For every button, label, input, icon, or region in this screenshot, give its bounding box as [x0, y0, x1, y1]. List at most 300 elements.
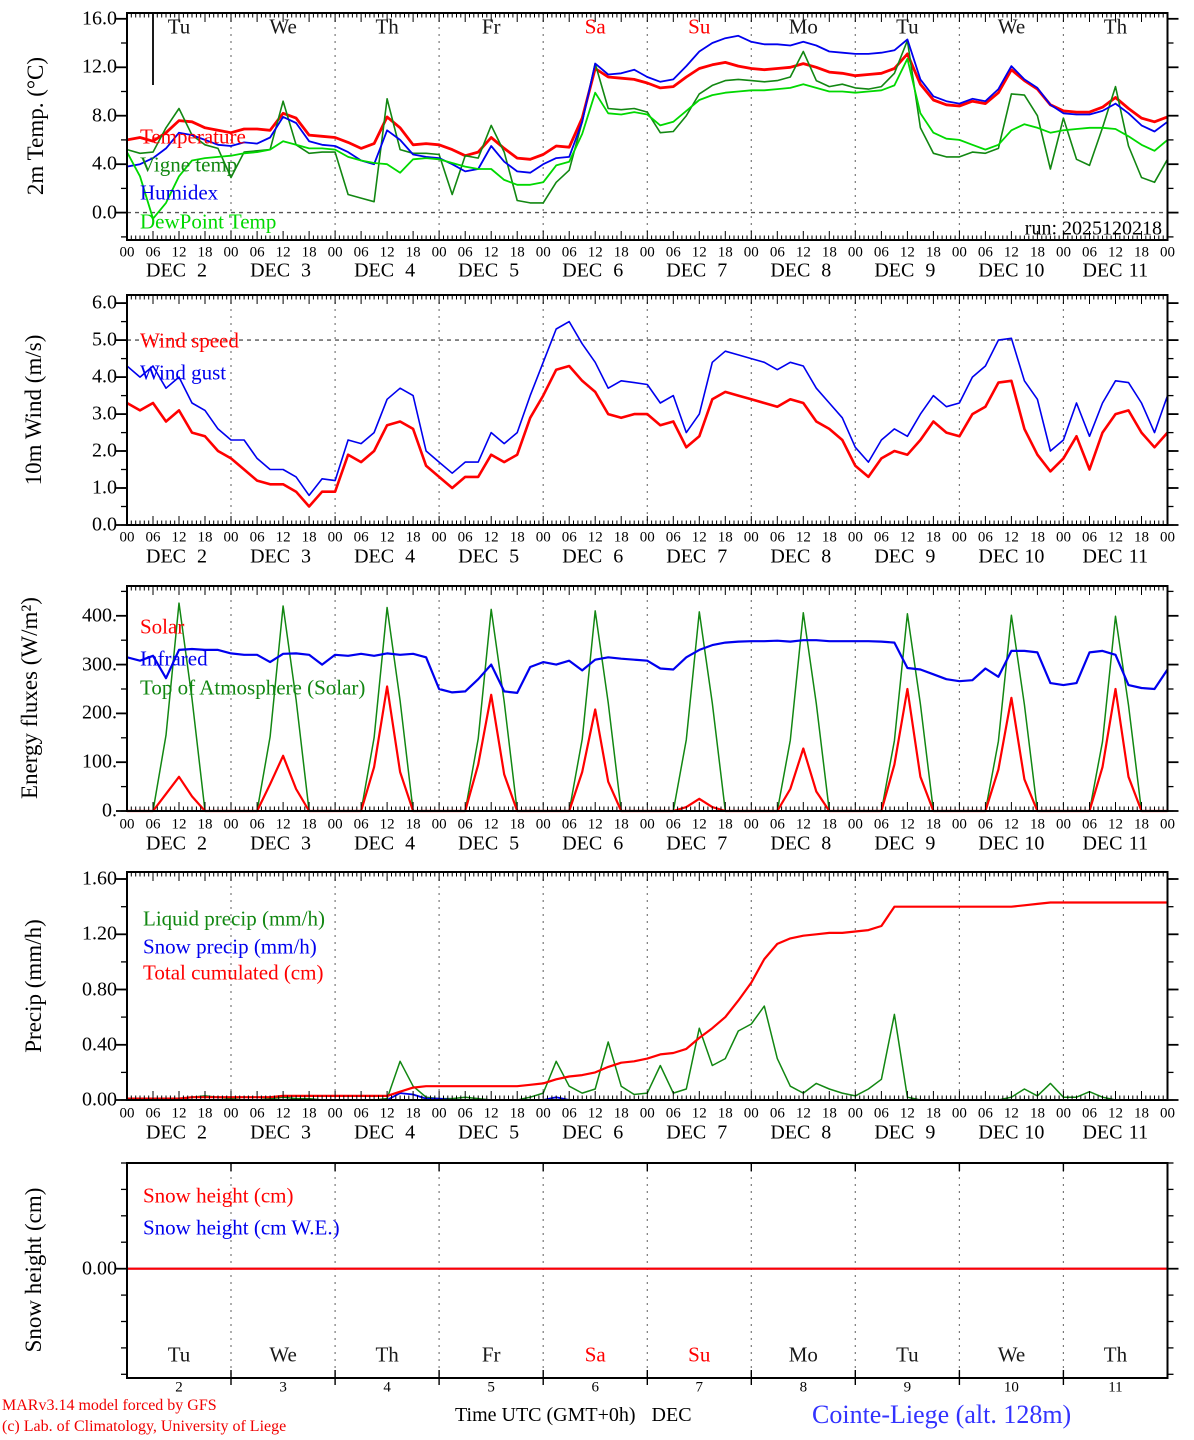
- x-date-month-label: DEC: [1082, 545, 1123, 568]
- y-axis-title-wind: 10m Wind (m/s): [21, 334, 46, 486]
- x-hour-tick-label: 06: [1081, 244, 1097, 261]
- day-name-label: Fr: [481, 1342, 501, 1367]
- x-day-number-label: 9: [903, 1379, 912, 1396]
- x-date-day-label: 6: [613, 259, 624, 282]
- x-hour-tick-label: 00: [951, 529, 967, 546]
- x-hour-tick-label: 18: [925, 816, 941, 833]
- x-hour-tick-label: 00: [743, 816, 759, 833]
- model-credit-label: MARv3.14 model forced by GFS: [2, 1397, 217, 1414]
- x-date-day-label: 7: [717, 545, 728, 568]
- x-date-day-label: 5: [509, 259, 520, 282]
- month-label: DEC: [651, 1404, 692, 1426]
- x-date-month-label: DEC: [978, 259, 1019, 282]
- x-date-month-label: DEC: [458, 259, 499, 282]
- x-hour-tick-label: 12: [1107, 816, 1123, 833]
- legend-temperature-3: DewPoint Temp: [140, 209, 277, 234]
- x-hour-tick-label: 18: [925, 529, 941, 546]
- x-hour-tick-label: 18: [509, 1105, 525, 1122]
- x-date-day-label: 7: [717, 1121, 728, 1144]
- x-hour-tick-label: 00: [431, 244, 447, 261]
- day-name-label: Mo: [788, 1342, 818, 1367]
- x-date-day-label: 7: [717, 259, 728, 282]
- lab-credit-label: (c) Lab. of Climatology, University of Liege: [2, 1418, 287, 1435]
- x-date-day-label: 5: [509, 545, 520, 568]
- x-hour-tick-label: 00: [639, 244, 655, 261]
- x-date-month-label: DEC: [354, 259, 395, 282]
- day-name-label: Mo: [788, 14, 818, 39]
- x-date-day-label: 4: [405, 545, 416, 568]
- x-hour-tick-label: 12: [1107, 1105, 1123, 1122]
- x-date-month-label: DEC: [250, 545, 291, 568]
- x-date-day-label: 3: [301, 1121, 312, 1144]
- x-hour-tick-label: 00: [951, 816, 967, 833]
- x-date-month-label: DEC: [458, 1121, 499, 1144]
- x-date-month-label: DEC: [562, 545, 603, 568]
- y-tick-label: 1.20: [82, 922, 117, 945]
- y-tick-label: 0.0: [92, 201, 117, 224]
- legend-energy-2: Top of Atmosphere (Solar): [140, 675, 366, 700]
- x-hour-tick-label: 12: [275, 1105, 291, 1122]
- x-hour-tick-label: 00: [951, 244, 967, 261]
- x-hour-tick-label: 18: [717, 1105, 733, 1122]
- x-hour-tick-label: 00: [119, 1105, 135, 1122]
- x-hour-tick-label: 12: [1003, 529, 1019, 546]
- x-date-day-label: 10: [1024, 832, 1045, 855]
- x-hour-tick-label: 12: [379, 1105, 395, 1122]
- x-date-month-label: DEC: [874, 832, 915, 855]
- x-hour-tick-label: 18: [821, 244, 837, 261]
- x-hour-tick-label: 00: [119, 816, 135, 833]
- station-name-label: Cointe-Liege (alt. 128m): [812, 1400, 1072, 1429]
- x-hour-tick-label: 06: [353, 1105, 369, 1122]
- x-hour-tick-label: 06: [1081, 529, 1097, 546]
- x-date-day-label: 2: [197, 832, 207, 855]
- y-tick-label: 2.0: [92, 439, 117, 462]
- x-day-number-label: 6: [591, 1379, 599, 1396]
- x-hour-tick-label: 06: [873, 244, 889, 261]
- legend-temperature-0: Temperature: [140, 124, 246, 149]
- x-date-month-label: DEC: [666, 259, 707, 282]
- x-hour-tick-label: 00: [223, 244, 239, 261]
- x-hour-tick-label: 00: [951, 1105, 967, 1122]
- x-hour-tick-label: 06: [561, 244, 577, 261]
- x-hour-tick-label: 06: [353, 244, 369, 261]
- x-hour-tick-label: 06: [769, 244, 785, 261]
- x-hour-tick-label: 12: [587, 1105, 603, 1122]
- y-tick-label: 16.0: [82, 7, 117, 30]
- x-hour-tick-label: 18: [1029, 244, 1045, 261]
- x-hour-tick-label: 18: [509, 529, 525, 546]
- x-date-month-label: DEC: [562, 1121, 603, 1144]
- x-hour-tick-label: 18: [197, 1105, 213, 1122]
- x-hour-tick-label: 18: [1133, 529, 1149, 546]
- x-date-day-label: 10: [1024, 545, 1045, 568]
- x-date-month-label: DEC: [770, 1121, 811, 1144]
- x-date-month-label: DEC: [874, 545, 915, 568]
- x-date-month-label: DEC: [250, 1121, 291, 1144]
- x-hour-tick-label: 12: [691, 244, 707, 261]
- y-axis-title-temp: 2m Temp. (°C): [23, 56, 48, 196]
- y-tick-label: 100.: [82, 750, 117, 773]
- x-hour-tick-label: 12: [275, 244, 291, 261]
- day-name-label: We: [269, 1342, 297, 1367]
- x-hour-tick-label: 06: [665, 529, 681, 546]
- x-hour-tick-label: 18: [717, 816, 733, 833]
- x-date-day-label: 3: [301, 259, 312, 282]
- x-date-month-label: DEC: [354, 1121, 395, 1144]
- x-date-month-label: DEC: [666, 832, 707, 855]
- x-hour-tick-label: 12: [1003, 1105, 1019, 1122]
- x-day-number-label: 8: [799, 1379, 808, 1396]
- x-hour-tick-label: 06: [145, 244, 161, 261]
- x-date-day-label: 7: [717, 832, 728, 855]
- x-hour-tick-label: 18: [301, 1105, 317, 1122]
- x-date-month-label: DEC: [1082, 832, 1123, 855]
- x-hour-tick-label: 12: [171, 244, 187, 261]
- x-hour-tick-label: 00: [1160, 1105, 1175, 1122]
- x-hour-tick-label: 18: [405, 1105, 421, 1122]
- day-name-label: Sa: [584, 1342, 606, 1367]
- day-name-label: Su: [688, 1342, 711, 1367]
- x-hour-tick-label: 00: [327, 244, 343, 261]
- x-hour-tick-label: 18: [821, 816, 837, 833]
- x-hour-tick-label: 12: [379, 244, 395, 261]
- legend-wind-0: Wind speed: [140, 328, 239, 353]
- y-tick-label: 0.80: [82, 978, 117, 1001]
- x-hour-tick-label: 00: [847, 816, 863, 833]
- x-hour-tick-label: 06: [353, 529, 369, 546]
- y-tick-label: 6.0: [92, 291, 117, 314]
- x-hour-tick-label: 12: [171, 1105, 187, 1122]
- x-date-month-label: DEC: [354, 832, 395, 855]
- x-date-month-label: DEC: [978, 1121, 1019, 1144]
- y-tick-label: 1.0: [92, 476, 117, 499]
- x-date-month-label: DEC: [146, 259, 187, 282]
- x-date-day-label: 11: [1128, 1121, 1149, 1144]
- x-date-month-label: DEC: [146, 832, 187, 855]
- day-name-label: Th: [375, 14, 399, 39]
- day-name-label: Th: [375, 1342, 399, 1367]
- x-hour-tick-label: 18: [301, 529, 317, 546]
- x-hour-tick-label: 12: [795, 816, 811, 833]
- x-hour-tick-label: 18: [405, 816, 421, 833]
- x-date-month-label: DEC: [562, 832, 603, 855]
- x-hour-tick-label: 00: [847, 529, 863, 546]
- x-hour-tick-label: 12: [275, 816, 291, 833]
- x-date-day-label: 2: [197, 259, 207, 282]
- x-date-month-label: DEC: [978, 832, 1019, 855]
- x-hour-tick-label: 00: [1160, 816, 1175, 833]
- x-hour-tick-label: 12: [691, 1105, 707, 1122]
- x-hour-tick-label: 12: [1107, 244, 1123, 261]
- legend-wind-1: Wind gust: [140, 360, 227, 385]
- x-hour-tick-label: 00: [223, 529, 239, 546]
- y-tick-label: 0.: [102, 799, 117, 822]
- x-hour-tick-label: 18: [717, 244, 733, 261]
- x-hour-tick-label: 06: [769, 1105, 785, 1122]
- x-hour-tick-label: 18: [613, 529, 629, 546]
- x-hour-tick-label: 12: [379, 816, 395, 833]
- legend-energy-1: Infrared: [140, 646, 208, 671]
- y-axis-title-snow: Snow height (cm): [21, 1187, 46, 1353]
- x-hour-tick-label: 00: [743, 529, 759, 546]
- y-tick-label: 5.0: [92, 328, 117, 351]
- x-hour-tick-label: 00: [1160, 529, 1175, 546]
- x-hour-tick-label: 00: [639, 1105, 655, 1122]
- day-name-label: We: [997, 1342, 1026, 1367]
- x-hour-tick-label: 06: [873, 529, 889, 546]
- day-name-label: Th: [1103, 1342, 1128, 1367]
- y-axis-title-energy: Energy fluxes (W/m²): [17, 597, 42, 799]
- x-date-day-label: 8: [821, 1121, 832, 1144]
- x-hour-tick-label: 06: [561, 1105, 577, 1122]
- x-hour-tick-label: 18: [1029, 1105, 1045, 1122]
- x-date-month-label: DEC: [354, 545, 395, 568]
- legend-snow-1: Snow height (cm W.E.): [143, 1215, 340, 1240]
- legend-temperature-1: Vigne temp: [140, 152, 238, 177]
- x-date-day-label: 6: [613, 832, 624, 855]
- y-tick-label: 12.0: [82, 55, 117, 78]
- y-tick-label: 200.: [82, 701, 117, 724]
- x-hour-tick-label: 12: [483, 529, 499, 546]
- day-name-label: Su: [688, 14, 711, 39]
- legend-precip-2: Total cumulated (cm): [143, 960, 324, 985]
- x-hour-tick-label: 12: [171, 529, 187, 546]
- x-hour-tick-label: 00: [431, 1105, 447, 1122]
- x-date-day-label: 3: [301, 545, 312, 568]
- x-date-day-label: 4: [405, 1121, 416, 1144]
- x-date-month-label: DEC: [978, 545, 1019, 568]
- legend-precip-1: Snow precip (mm/h): [143, 934, 317, 959]
- x-hour-tick-label: 06: [249, 816, 265, 833]
- legend-energy-0: Solar: [140, 614, 185, 639]
- x-date-day-label: 2: [197, 1121, 207, 1144]
- x-hour-tick-label: 18: [197, 244, 213, 261]
- x-hour-tick-label: 12: [1003, 244, 1019, 261]
- x-hour-tick-label: 00: [535, 529, 551, 546]
- x-date-day-label: 9: [925, 545, 936, 568]
- legend-temperature-2: Humidex: [140, 180, 219, 205]
- x-hour-tick-label: 18: [821, 1105, 837, 1122]
- x-hour-tick-label: 12: [795, 1105, 811, 1122]
- x-date-day-label: 6: [613, 1121, 624, 1144]
- y-tick-label: 0.40: [82, 1033, 117, 1056]
- x-hour-tick-label: 00: [535, 1105, 551, 1122]
- x-date-day-label: 6: [613, 545, 624, 568]
- x-date-month-label: DEC: [562, 259, 603, 282]
- x-hour-tick-label: 00: [327, 1105, 343, 1122]
- x-hour-tick-label: 06: [977, 244, 993, 261]
- x-hour-tick-label: 06: [561, 816, 577, 833]
- x-hour-tick-label: 12: [275, 529, 291, 546]
- x-hour-tick-label: 00: [535, 244, 551, 261]
- x-hour-tick-label: 00: [431, 816, 447, 833]
- x-hour-tick-label: 18: [1133, 244, 1149, 261]
- x-hour-tick-label: 00: [847, 244, 863, 261]
- day-name-label: Tu: [167, 1342, 191, 1367]
- day-name-label: Sa: [584, 14, 606, 39]
- x-date-day-label: 10: [1024, 1121, 1045, 1144]
- x-hour-tick-label: 12: [899, 1105, 915, 1122]
- x-hour-tick-label: 12: [691, 816, 707, 833]
- x-hour-tick-label: 12: [587, 244, 603, 261]
- legend-precip-0: Liquid precip (mm/h): [143, 906, 325, 931]
- x-hour-tick-label: 00: [743, 244, 759, 261]
- x-hour-tick-label: 12: [795, 529, 811, 546]
- x-date-day-label: 11: [1128, 545, 1149, 568]
- x-hour-tick-label: 18: [1133, 816, 1149, 833]
- x-date-month-label: DEC: [770, 259, 811, 282]
- x-date-month-label: DEC: [770, 832, 811, 855]
- x-hour-tick-label: 18: [509, 244, 525, 261]
- x-hour-tick-label: 00: [1055, 244, 1071, 261]
- y-tick-label: 3.0: [92, 402, 117, 425]
- x-hour-tick-label: 06: [249, 1105, 265, 1122]
- x-hour-tick-label: 18: [197, 816, 213, 833]
- x-hour-tick-label: 18: [1133, 1105, 1149, 1122]
- x-date-day-label: 10: [1024, 259, 1045, 282]
- x-hour-tick-label: 06: [873, 1105, 889, 1122]
- x-hour-tick-label: 12: [483, 816, 499, 833]
- x-hour-tick-label: 12: [171, 816, 187, 833]
- x-hour-tick-label: 18: [405, 244, 421, 261]
- x-hour-tick-label: 12: [899, 244, 915, 261]
- x-hour-tick-label: 06: [249, 244, 265, 261]
- x-hour-tick-label: 18: [197, 529, 213, 546]
- day-name-label: We: [269, 14, 297, 39]
- x-hour-tick-label: 18: [821, 529, 837, 546]
- x-hour-tick-label: 06: [665, 244, 681, 261]
- x-date-month-label: DEC: [250, 832, 291, 855]
- x-hour-tick-label: 06: [561, 529, 577, 546]
- x-date-day-label: 4: [405, 259, 416, 282]
- y-tick-label: 4.0: [92, 365, 117, 388]
- x-date-month-label: DEC: [250, 259, 291, 282]
- x-hour-tick-label: 18: [1029, 529, 1045, 546]
- x-hour-tick-label: 00: [1055, 1105, 1071, 1122]
- x-date-month-label: DEC: [146, 1121, 187, 1144]
- y-tick-label: 400.: [82, 604, 117, 627]
- x-date-day-label: 11: [1128, 259, 1149, 282]
- x-date-day-label: 11: [1128, 832, 1149, 855]
- day-name-label: Fr: [481, 14, 501, 39]
- x-hour-tick-label: 00: [431, 529, 447, 546]
- x-day-number-label: 7: [695, 1379, 704, 1396]
- x-hour-tick-label: 00: [119, 529, 135, 546]
- x-day-number-label: 11: [1108, 1379, 1123, 1396]
- x-day-number-label: 2: [175, 1379, 183, 1396]
- x-hour-tick-label: 12: [587, 529, 603, 546]
- x-hour-tick-label: 06: [769, 529, 785, 546]
- day-name-label: Tu: [896, 1342, 919, 1367]
- x-date-month-label: DEC: [1082, 259, 1123, 282]
- x-hour-tick-label: 06: [457, 1105, 473, 1122]
- x-hour-tick-label: 06: [457, 816, 473, 833]
- x-hour-tick-label: 12: [483, 1105, 499, 1122]
- x-hour-tick-label: 12: [483, 244, 499, 261]
- x-hour-tick-label: 12: [795, 244, 811, 261]
- x-date-day-label: 8: [821, 259, 832, 282]
- x-hour-tick-label: 00: [327, 816, 343, 833]
- x-hour-tick-label: 18: [509, 816, 525, 833]
- x-date-day-label: 4: [405, 832, 416, 855]
- x-date-month-label: DEC: [666, 1121, 707, 1144]
- legend-snow-0: Snow height (cm): [143, 1183, 294, 1208]
- x-hour-tick-label: 18: [613, 816, 629, 833]
- y-tick-label: 0.00: [82, 1088, 117, 1111]
- x-hour-tick-label: 12: [691, 529, 707, 546]
- x-hour-tick-label: 00: [1160, 244, 1175, 261]
- x-hour-tick-label: 18: [925, 244, 941, 261]
- y-tick-label: 0.0: [92, 513, 117, 536]
- x-day-number-label: 5: [487, 1379, 495, 1396]
- x-hour-tick-label: 18: [925, 1105, 941, 1122]
- x-date-day-label: 9: [925, 1121, 936, 1144]
- x-day-number-label: 3: [279, 1379, 287, 1396]
- x-hour-tick-label: 12: [379, 529, 395, 546]
- x-hour-tick-label: 12: [1003, 816, 1019, 833]
- x-hour-tick-label: 00: [743, 1105, 759, 1122]
- x-hour-tick-label: 06: [977, 816, 993, 833]
- x-date-month-label: DEC: [1082, 1121, 1123, 1144]
- x-day-number-label: 10: [1003, 1379, 1019, 1396]
- run-timestamp-label: run: 2025120218: [1024, 217, 1162, 240]
- x-hour-tick-label: 06: [249, 529, 265, 546]
- x-hour-tick-label: 00: [1055, 816, 1071, 833]
- x-day-number-label: 4: [383, 1379, 391, 1396]
- x-hour-tick-label: 18: [613, 244, 629, 261]
- x-date-day-label: 3: [301, 832, 312, 855]
- x-date-day-label: 9: [925, 259, 936, 282]
- x-hour-tick-label: 06: [977, 1105, 993, 1122]
- time-utc-label: Time UTC (GMT+0h): [455, 1404, 636, 1426]
- x-hour-tick-label: 18: [405, 529, 421, 546]
- x-hour-tick-label: 06: [1081, 816, 1097, 833]
- x-hour-tick-label: 18: [301, 244, 317, 261]
- x-hour-tick-label: 00: [223, 1105, 239, 1122]
- x-date-month-label: DEC: [770, 545, 811, 568]
- x-hour-tick-label: 12: [587, 816, 603, 833]
- y-tick-label: 4.0: [92, 152, 117, 175]
- x-hour-tick-label: 00: [847, 1105, 863, 1122]
- x-hour-tick-label: 06: [145, 529, 161, 546]
- x-hour-tick-label: 00: [327, 529, 343, 546]
- x-hour-tick-label: 00: [223, 816, 239, 833]
- x-date-month-label: DEC: [458, 832, 499, 855]
- x-hour-tick-label: 18: [717, 529, 733, 546]
- x-hour-tick-label: 18: [301, 816, 317, 833]
- y-axis-title-precip: Precip (mm/h): [21, 919, 46, 1053]
- y-tick-label: 0.00: [82, 1257, 117, 1280]
- x-date-day-label: 2: [197, 545, 207, 568]
- x-hour-tick-label: 06: [145, 1105, 161, 1122]
- x-hour-tick-label: 12: [899, 816, 915, 833]
- y-tick-label: 300.: [82, 653, 117, 676]
- x-hour-tick-label: 06: [977, 529, 993, 546]
- x-hour-tick-label: 00: [639, 529, 655, 546]
- x-date-month-label: DEC: [874, 259, 915, 282]
- x-date-month-label: DEC: [458, 545, 499, 568]
- day-name-label: Th: [1103, 14, 1128, 39]
- x-hour-tick-label: 06: [873, 816, 889, 833]
- x-date-month-label: DEC: [874, 1121, 915, 1144]
- x-hour-tick-label: 18: [1029, 816, 1045, 833]
- x-hour-tick-label: 00: [1055, 529, 1071, 546]
- x-hour-tick-label: 06: [665, 1105, 681, 1122]
- x-date-day-label: 5: [509, 832, 520, 855]
- x-hour-tick-label: 06: [769, 816, 785, 833]
- x-hour-tick-label: 12: [1107, 529, 1123, 546]
